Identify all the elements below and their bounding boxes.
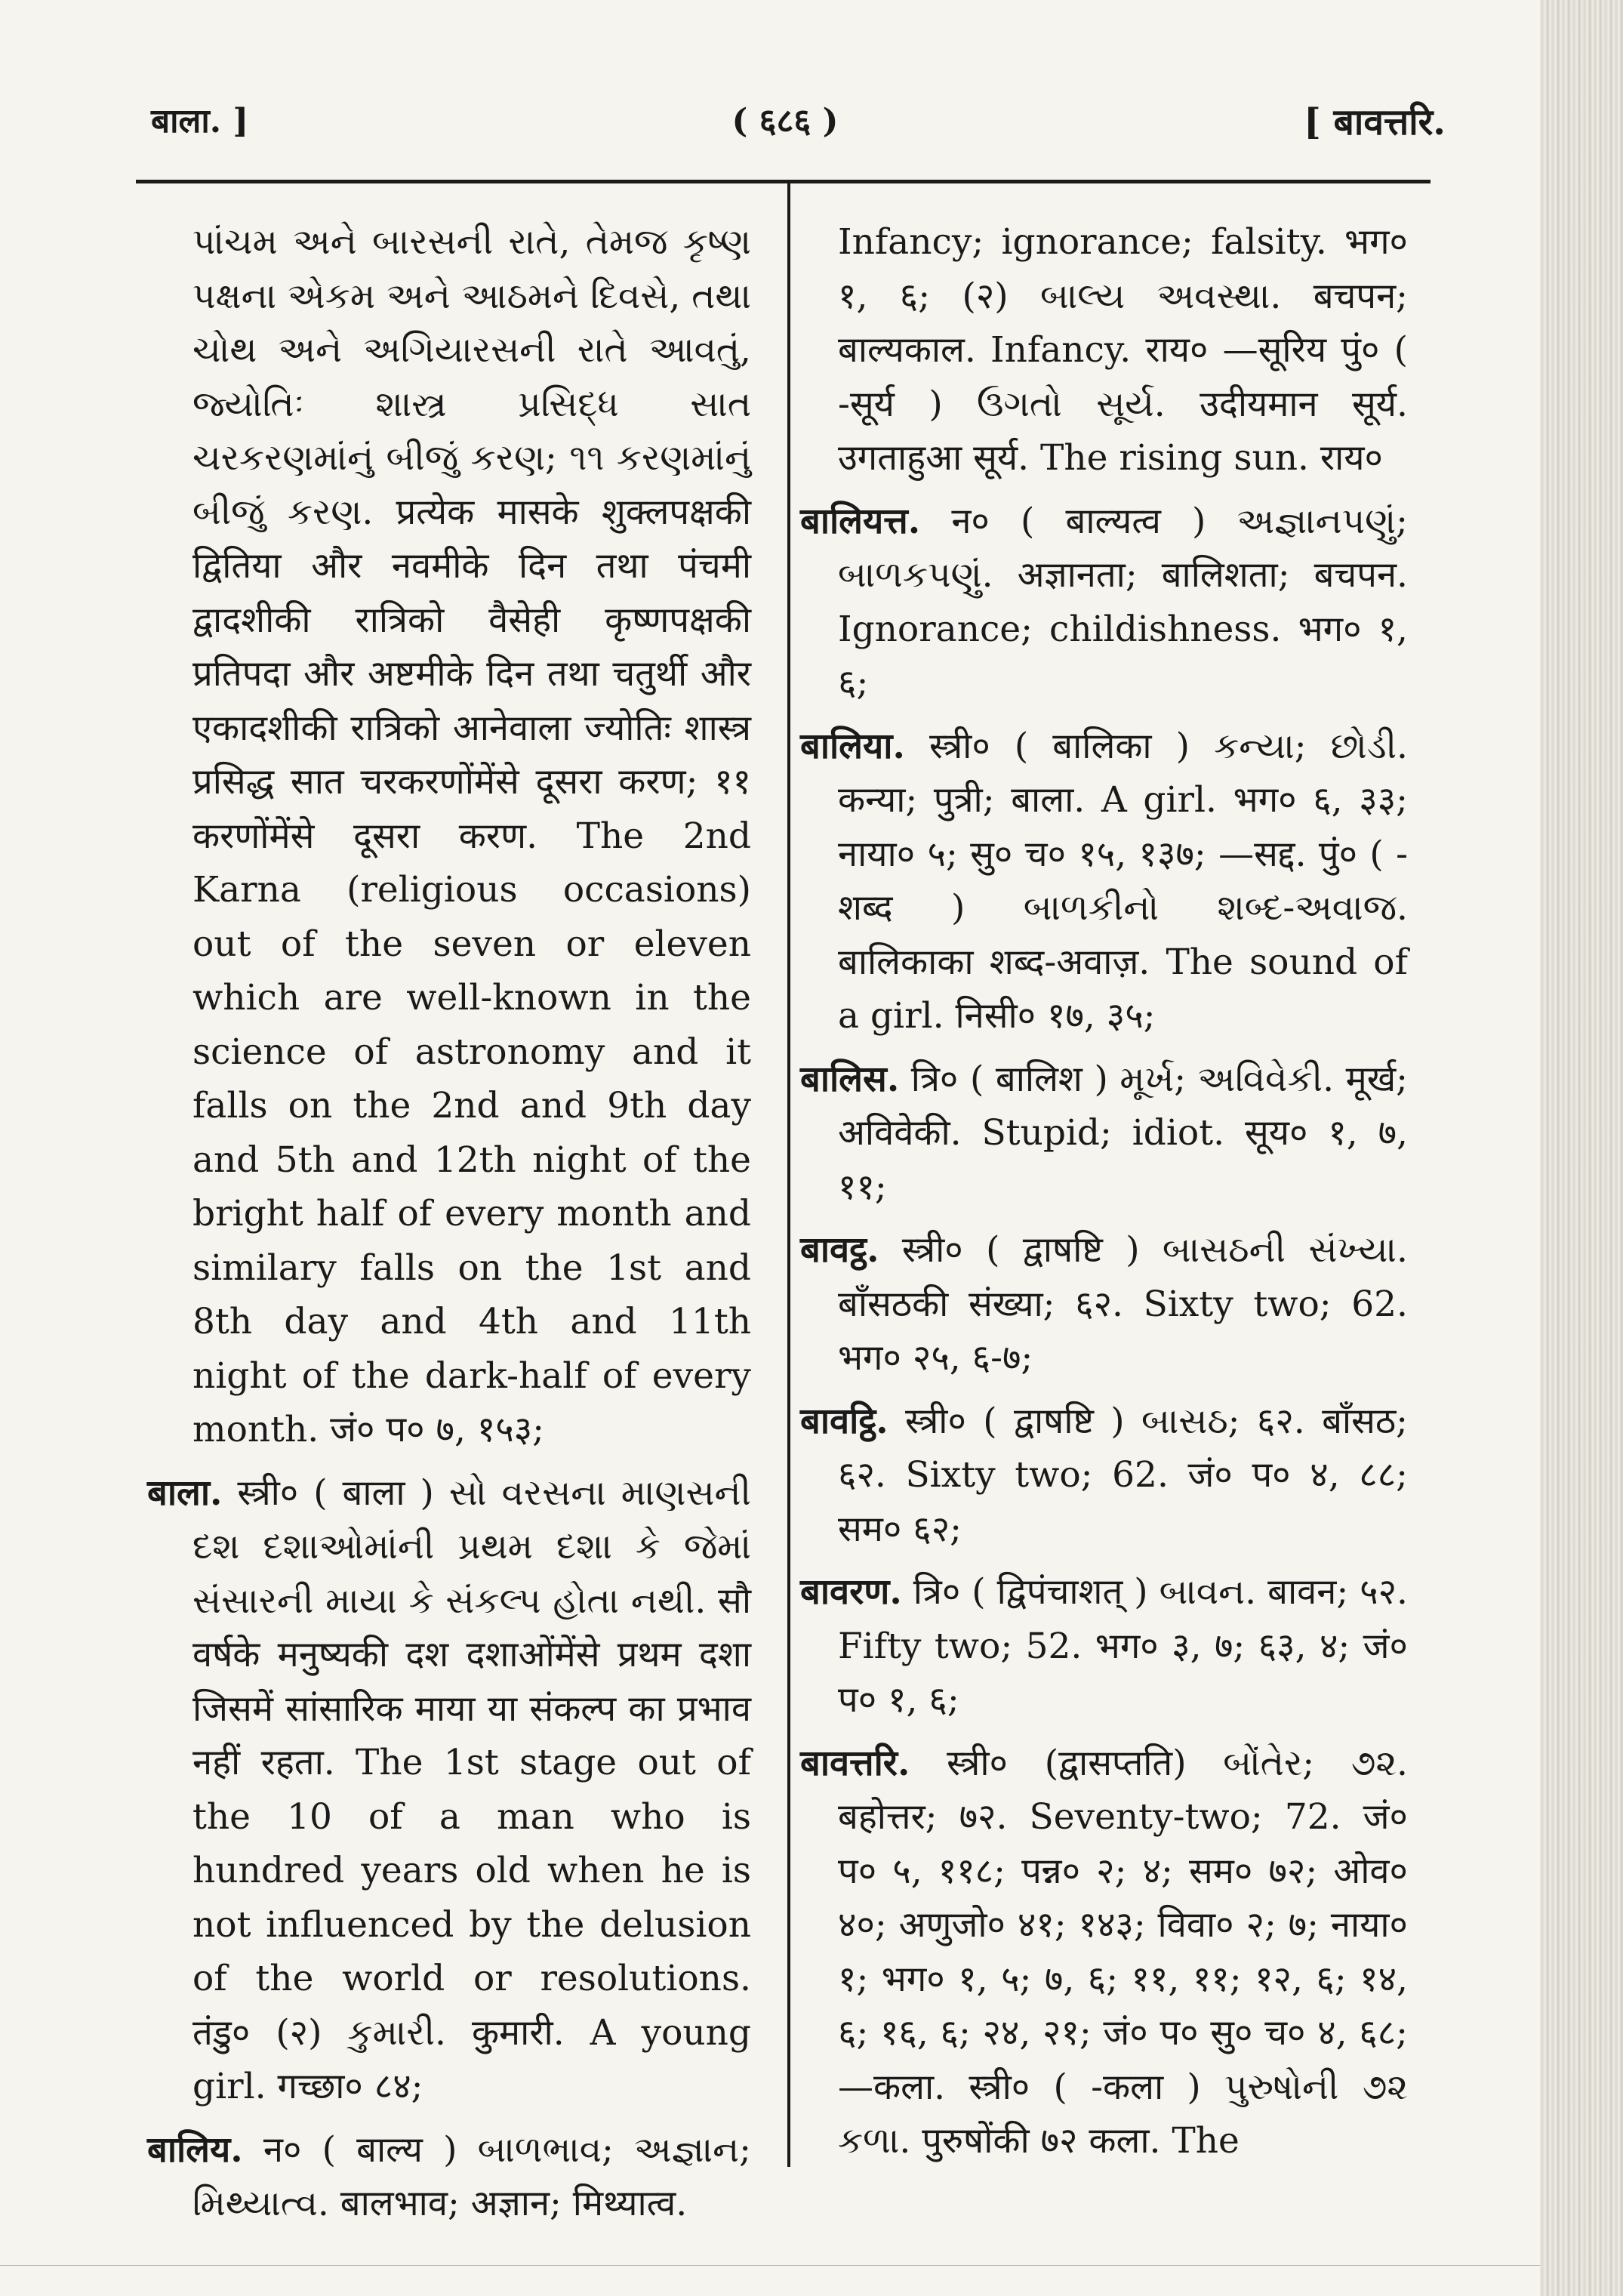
header-left-guideword: बाला. ] bbox=[151, 102, 249, 140]
entry-continuation: પાંચમ અને બારસની રાતે, તેમજ કૃષ્ણ પક્ષના એકમ અને આઠમને દિવસે, તથા ચોથ અને અગિયારસની રાતે આવતું, જ્યોતિઃ શાસ્ત્ર પ્રસિદ્ધ સાત ચરકરણમાંનું બીજું કરણ; ૧૧ કરણમાંનું બીજું કરણ. प्रत्येक मासके शुक्लपक्षकी द्वितिया और नवमीके दिन तथा पंचमी द्वादशीकी रात्रिको वैसेही कृष्णपक्षकी प्रतिपदा और अष्टमीके दिन तथा चतुर्थी और एकादशीकी रात्रिको आनेवाला ज्योतिः शास्त्र प्रसिद्ध सात चरकरणोंमेंसे दूसरा करण; ११ करणोंमेंसे दूसरा करण. The 2nd Karna (religious occasions) out of the seven or eleven which are well-known in the science of astronomy and it falls on the 2nd and 9th day and 5th and 12th night of the bright half of every month and similary falls on the 1st and 8th day and 4th and 11th night of the dark-half of every month. जं० प० ७, १५३; bbox=[192, 221, 751, 1450]
header-right-guideword: [ बावत्तरि. bbox=[1304, 101, 1446, 143]
entry-headword: बालिय. bbox=[147, 2128, 243, 2171]
page-bottom-edge bbox=[0, 2265, 1540, 2266]
entry-continuation: Infancy; ignorance; falsity. भग० १, ६; (२) બાલ્ય અવસ્થા. बचपन; बाल्यकाल. Infancy. राय० —सूरिय पुं० ( -सूर्य ) ઉગતો સૂર્ય. उदीयमान सूर्य. उगताहुआ सूर्य. The rising sun. राय० bbox=[838, 221, 1408, 479]
column-divider bbox=[787, 181, 790, 2167]
entry-definition: त्रि० ( द्विपंचाशत् ) બાવન. बावन; ५२. Fifty two; 52. भग० ३, ७; ६३, ४; जं० प० १, ६; bbox=[838, 1571, 1409, 1721]
dictionary-entry bbox=[147, 2123, 751, 2231]
dictionary-entry bbox=[800, 720, 1408, 1043]
entry-definition: त्रि० ( बालिश ) મૂર્ખ; અવિવેકી. मूर्ख; अविवेकी. Stupid; idiot. सूय० १, ७, ११; bbox=[838, 1058, 1408, 1208]
header-page-number: ( ६८६ ) bbox=[731, 102, 839, 140]
right-column bbox=[800, 215, 1408, 2177]
entry-headword: बावरण. bbox=[800, 1571, 902, 1613]
entry-headword: बाला. bbox=[147, 1472, 223, 1514]
dictionary-entry bbox=[800, 1052, 1408, 1215]
entry-definition: न० ( बाल्य ) બાળભાવ; અજ્ઞાન; મિથ્યાત્વ. बालभाव; अज्ञान; मिथ्यात्व. bbox=[192, 2128, 751, 2224]
dictionary-entry bbox=[800, 1395, 1408, 1557]
dictionary-entry bbox=[800, 1223, 1408, 1385]
dictionary-entry bbox=[800, 1565, 1409, 1727]
entry-headword: बावट्ठि. bbox=[800, 1400, 888, 1442]
entry-definition: स्त्री० ( द्वाषष्टि ) બાસઠ; ६२. बाँसठ; ६२. Sixty two; 62. जं० प० ४, ८८; सम० ६२; bbox=[838, 1400, 1408, 1550]
entry-definition: न० ( बाल्यत्व ) અજ્ઞાનપણું; બાળકપણું. अज्ञानता; बालिशता; बचपन. Ignorance; childishness. भग० १, ६; bbox=[838, 500, 1408, 704]
entry-headword: बालिया. bbox=[800, 725, 905, 767]
entry-definition: स्त्री० ( बाला ) સો વરસના માણસની દશ દશાઓમાંની પ્રથમ દશા કે જેમાં સંસારની માયા કે સંકલ્પ હોતા નથી. सौ वर्षके मनुष्यकी दश दशाओंमेंसे प्रथम दशा जिसमें सांसारिक माया या संकल्प का प्रभाव नहीं रहता. The 1st stage out of the 10 of a man who is hundred years old when he is not influenced by the delusion of the world or resolutions. तंडु० (२) કુમારી. कुमारी. A young girl. गच्छा० ८४; bbox=[192, 1472, 751, 2107]
entry-definition: स्त्री० ( द्वाषष्टि ) બાસઠની સંખ્યા. बाँसठकी संख्या; ६२. Sixty two; 62. भग० २५, ६-७; bbox=[838, 1229, 1408, 1379]
header-rule bbox=[136, 180, 1431, 183]
entry-definition: स्त्री० (द्वासप्तति) બોંતેર; ૭૨. बहोत्तर; ७२. Seventy-two; 72. जं० प० ५, ११८; पन्न० २; ४; सम० ७२; ओव० ४०; अणुजो० ४१; १४३; विवा० २; ७; नाया० १; भग० १, ५; ७, ६; ११, ११; १२, ६; १४, ६; १६, ६; २४, २१; जं० प० सु० च० ४, ६८; —कला. स्त्री० ( -कला ) પુરુષોની ૭૨ કળા. पुरुषोंकी ७२ कला. The bbox=[838, 1742, 1408, 2162]
entry-definition: स्त्री० ( बालिका ) કન્યા; છોડી. कन्या; पुत्री; बाला. A girl. भग० ६, ३३; नाया० ५; सु० च० १५, १३७; —सद्द. पुं० ( -शब्द ) બાળકીનો શબ્દ-અવાજ. बालिकाका शब्द-अवाज़. The sound of a girl. निसी० १७, ३५; bbox=[838, 725, 1408, 1037]
entry-headword: बालिस. bbox=[800, 1058, 900, 1100]
page-binding-edge bbox=[1540, 0, 1623, 2296]
page-header bbox=[143, 97, 1446, 149]
entry-headword: बावत्तरि. bbox=[800, 1742, 910, 1784]
left-column bbox=[147, 215, 751, 2240]
dictionary-entry bbox=[800, 1737, 1408, 2168]
dictionary-entry bbox=[800, 495, 1408, 710]
entry-headword: बालियत्त. bbox=[800, 500, 921, 542]
entry-headword: बावट्ठ. bbox=[800, 1229, 879, 1271]
dictionary-entry bbox=[147, 1466, 751, 2114]
